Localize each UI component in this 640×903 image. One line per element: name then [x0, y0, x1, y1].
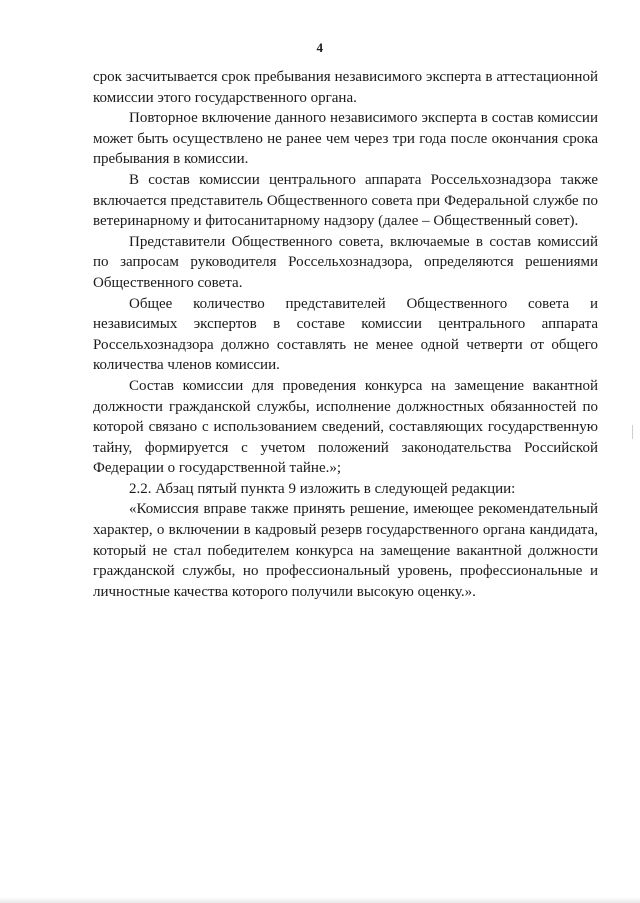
paragraph-repeat-inclusion: Повторное включение данного независимого эксперта в состав комиссии может быть осуществлено не ранее чем через три года после окончания срока пребывания в комиссии.: [93, 110, 598, 168]
scan-edge-mark: [632, 425, 633, 439]
paragraph-quota: Общее количество представителей Общественного совета и независимых экспертов в составе комиссии центрального аппарата Россельхознадзора должно составлять не менее одной четверти от общего количества членов комиссии.: [93, 295, 598, 374]
paragraph-state-secret-commission: Состав комиссии для проведения конкурса на замещение вакантной должности гражданской службы, исполнение должностных обязанностей по которой связано с использованием сведений, составляющих государственную тайну, формируется с учетом положений законодательства Российской Федерации о государственной тайне.»;: [93, 377, 598, 477]
paragraph-amendment-2-2: 2.2. Абзац пятый пункта 9 изложить в следующей редакции:: [129, 480, 516, 497]
paragraph-representatives-determination: Представители Общественного совета, включаемые в состав комиссий по запросам руководителя Россельхознадзора, определяются решениями Общественного совета.: [93, 233, 598, 291]
scan-bottom-edge: [0, 897, 640, 903]
paragraph-new-wording: «Комиссия вправе также принять решение, имеющее рекомендательный характер, о включении в кадровый резерв государственного органа кандидата, который не стал победителем конкурса на замещение вакантной должности гражданской службы, но профессиональный уровень, профессиональные и личностные качества которого получили высокую оценку.».: [93, 501, 598, 600]
paragraph-public-council-representative: В состав комиссии центрального аппарата Россельхознадзора также включается представитель Общественного совета при Федеральной службе по ветеринарному и фитосанитарному надзору (далее – Общественный совет).: [93, 171, 598, 230]
paragraph-continuation: срок засчитывается срок пребывания независимого эксперта в аттестационной комиссии этого государственного органа.: [93, 69, 598, 106]
page-number: 4: [316, 40, 324, 55]
document-body: [93, 67, 598, 602]
